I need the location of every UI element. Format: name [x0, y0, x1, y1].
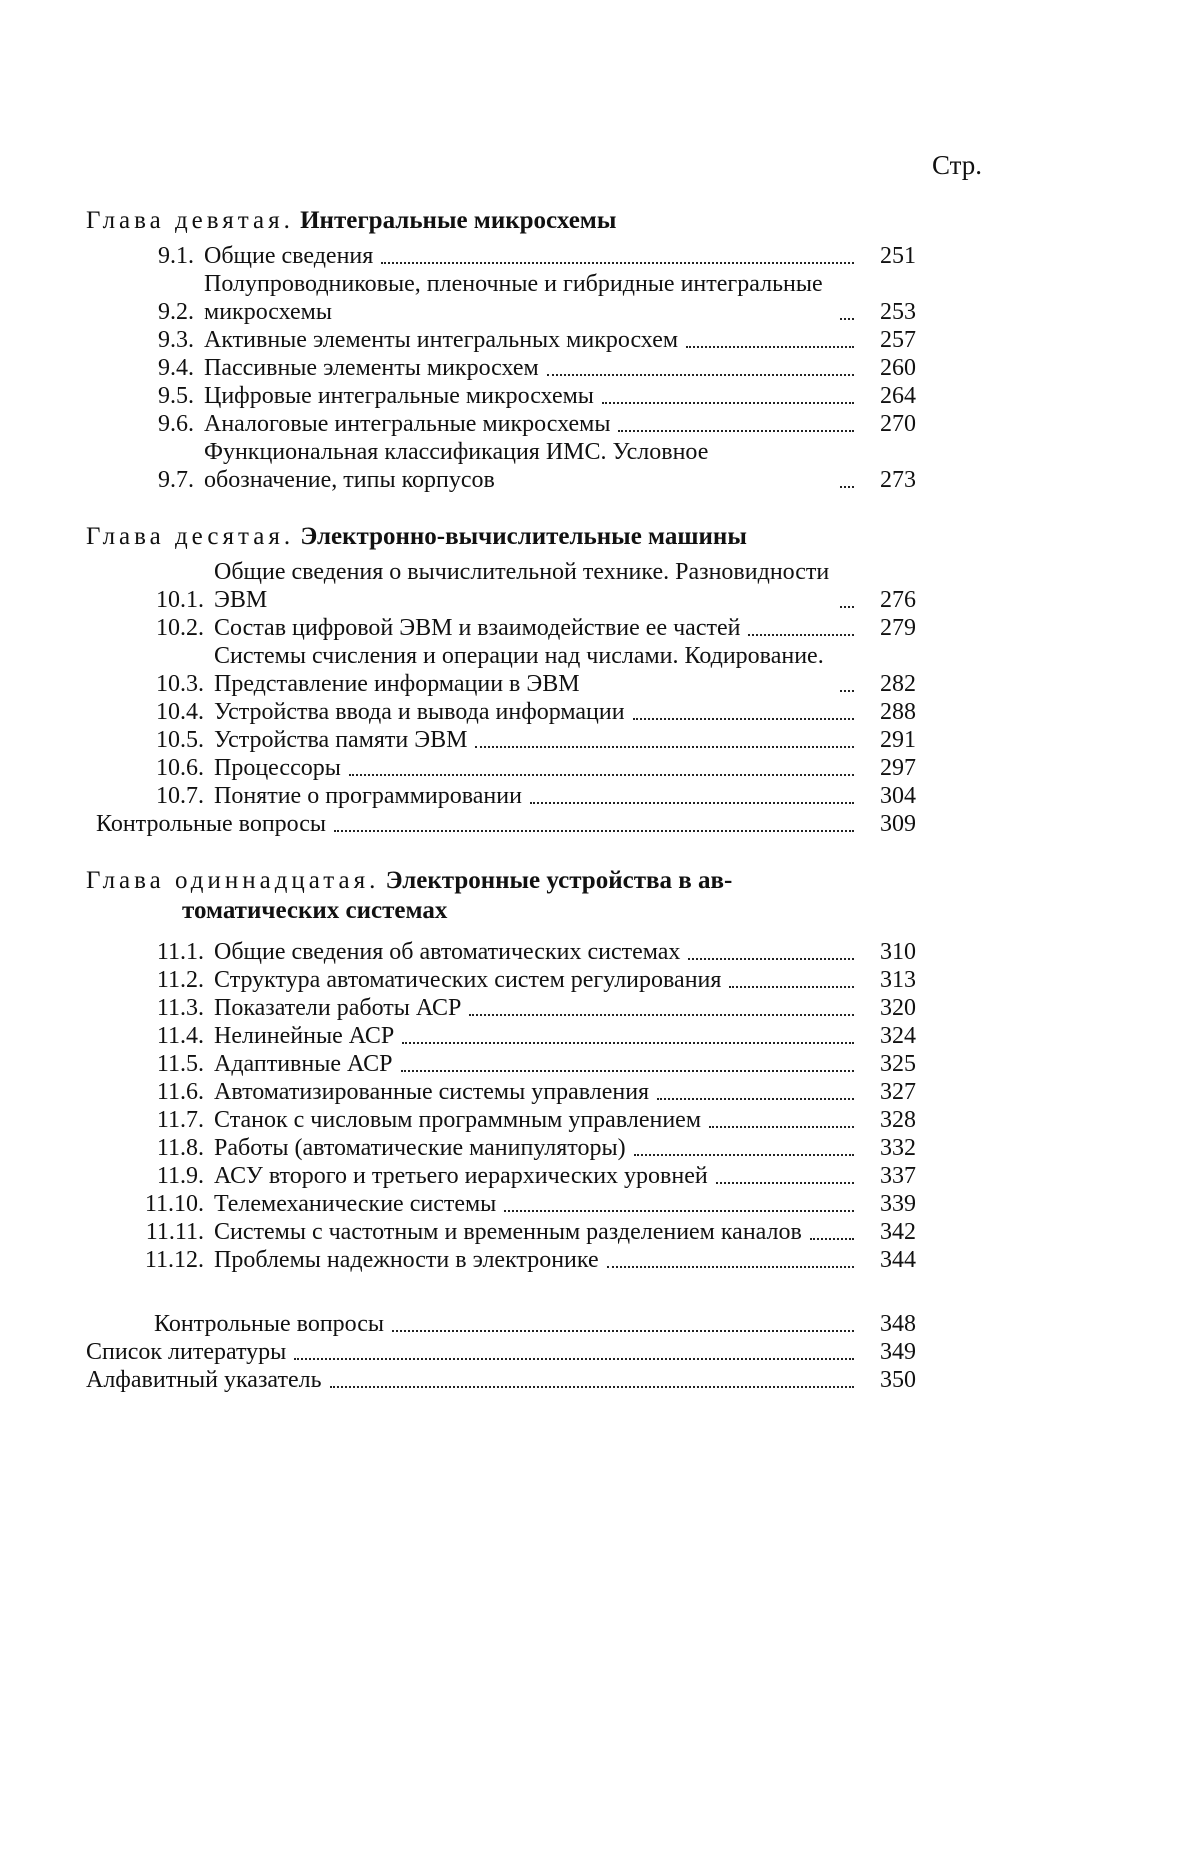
entry-body	[214, 726, 862, 754]
entry-body	[204, 326, 862, 354]
toc-entry[interactable]	[86, 1134, 916, 1162]
chapter-prefix: Глава десятая.	[86, 523, 295, 550]
toc-entry[interactable]	[86, 1162, 916, 1190]
entry-page: 264	[880, 383, 916, 409]
entry-title: Нелинейные АСР	[214, 1023, 395, 1049]
entry-number: 9.7.	[158, 467, 194, 493]
dot-leader	[840, 318, 854, 320]
entry-body	[214, 1078, 862, 1106]
entry-page: 297	[880, 755, 916, 781]
dot-leader	[504, 1210, 854, 1212]
page-column-header: Стр.	[932, 150, 983, 180]
entry-body	[214, 642, 862, 698]
toc-entry[interactable]	[86, 354, 916, 382]
dot-leader	[469, 1014, 854, 1016]
toc-entry[interactable]	[86, 1218, 916, 1246]
entry-page: 291	[880, 727, 916, 753]
dot-leader	[633, 718, 854, 720]
entry-title: Устройства ввода и вывода информации	[214, 699, 625, 725]
entry-body	[214, 1246, 862, 1274]
dot-leader	[657, 1098, 854, 1100]
entry-body	[214, 614, 862, 642]
toc-entry-index[interactable]	[86, 1366, 916, 1394]
entry-page: 257	[880, 327, 916, 353]
entry-body	[86, 1338, 862, 1366]
dot-leader	[634, 1154, 854, 1156]
dot-leader	[349, 774, 854, 776]
entry-title: Список литературы	[86, 1339, 287, 1365]
dot-leader	[330, 1386, 854, 1388]
entry-body	[214, 1162, 862, 1190]
entry-body	[204, 242, 862, 270]
entry-number: 10.1.	[156, 587, 204, 613]
entry-number: 9.3.	[158, 327, 194, 353]
dot-leader	[334, 830, 854, 832]
entry-page: 324	[880, 1023, 916, 1049]
entry-title: Функциональная классификация ИМС. Условное обозначение, типы корпусов	[204, 439, 709, 493]
toc-entry[interactable]	[86, 1190, 916, 1218]
dot-leader	[547, 374, 854, 376]
dot-leader	[402, 1042, 854, 1044]
entry-number: 10.5.	[156, 727, 204, 753]
entry-page: 342	[880, 1219, 916, 1245]
entry-body	[214, 1022, 862, 1050]
entry-number: 9.5.	[158, 383, 194, 409]
entry-title: Общие сведения о вычислительной технике. Разновидности ЭВМ	[214, 559, 830, 613]
toc-entry[interactable]	[86, 1106, 916, 1134]
entry-number: 11.2.	[156, 967, 204, 993]
dot-leader	[602, 402, 854, 404]
entry-title: Телемеханические системы	[214, 1191, 497, 1217]
toc-entry[interactable]	[86, 994, 916, 1022]
entry-body	[214, 938, 862, 966]
entry-title: Системы счисления и операции над числами. Кодирование. Представление информации в ЭВМ	[214, 643, 824, 697]
entry-page: 348	[880, 1311, 916, 1337]
entry-title: Контрольные вопросы	[96, 811, 327, 837]
entry-page: 310	[880, 939, 916, 965]
chapter-prefix: Глава одиннадцатая.	[86, 867, 380, 894]
dot-leader	[686, 346, 854, 348]
entry-title: Понятие о программировании	[214, 783, 522, 809]
entry-title: Процессоры	[214, 755, 341, 781]
entry-body	[204, 354, 862, 382]
dot-leader	[709, 1126, 854, 1128]
entry-title: Полупроводниковые, пленочные и гибридные интегральные микросхемы	[204, 271, 823, 325]
toc-entry-review-questions[interactable]	[86, 1310, 916, 1338]
toc-entry[interactable]	[86, 410, 916, 438]
dot-leader	[618, 430, 854, 432]
toc-entry[interactable]	[86, 1022, 916, 1050]
entry-title: Общие сведения об автоматических системах	[214, 939, 681, 965]
entry-body	[214, 966, 862, 994]
entry-body	[86, 1310, 862, 1338]
toc-entry[interactable]	[86, 438, 916, 494]
toc-entry[interactable]	[86, 754, 916, 782]
entry-page: 313	[880, 967, 916, 993]
entry-title: Структура автоматических систем регулирования	[214, 967, 722, 993]
toc-entry[interactable]	[86, 1078, 916, 1106]
entry-page: 320	[880, 995, 916, 1021]
entry-title: Системы с частотным и временным разделением каналов	[214, 1219, 802, 1245]
entry-title: Автоматизированные системы управления	[214, 1079, 650, 1105]
entry-title: Состав цифровой ЭВМ и взаимодействие ее частей	[214, 615, 741, 641]
toc-entry[interactable]	[86, 382, 916, 410]
entry-body	[214, 994, 862, 1022]
entry-number: 11.1.	[156, 939, 204, 965]
entry-page: 270	[880, 411, 916, 437]
entry-body	[96, 810, 862, 838]
back-matter	[86, 1310, 916, 1394]
toc-entry[interactable]	[86, 938, 916, 966]
entry-title: Станок с числовым программным управлением	[214, 1107, 702, 1133]
dot-leader	[688, 958, 854, 960]
chapter-heading	[86, 866, 916, 926]
chapter-title: Интегральные микросхемы	[300, 207, 617, 234]
entry-body	[214, 1218, 862, 1246]
entry-page: 327	[880, 1079, 916, 1105]
toc-entry[interactable]	[86, 558, 916, 614]
entry-title: Контрольные вопросы	[154, 1311, 385, 1337]
toc-entry[interactable]	[86, 642, 916, 698]
entry-number: 11.11.	[145, 1219, 204, 1245]
entry-page: 288	[880, 699, 916, 725]
entry-number: 10.6.	[156, 755, 204, 781]
entry-title: Работы (автоматические манипуляторы)	[214, 1135, 626, 1161]
entry-body	[204, 410, 862, 438]
chapter-heading	[86, 206, 916, 236]
entry-number: 11.7.	[156, 1107, 204, 1133]
entry-page: 309	[880, 811, 916, 837]
entry-body	[204, 438, 862, 494]
chapter-10	[86, 522, 916, 838]
dot-leader	[530, 802, 854, 804]
entry-number: 11.12.	[144, 1247, 204, 1273]
entry-number: 10.2.	[156, 615, 204, 641]
toc-entry[interactable]	[86, 242, 916, 270]
toc-entry[interactable]	[86, 1050, 916, 1078]
entry-body	[214, 1190, 862, 1218]
entry-page: 253	[880, 299, 916, 325]
dot-leader	[810, 1238, 854, 1240]
entry-page: 260	[880, 355, 916, 381]
toc-entry[interactable]	[86, 810, 916, 838]
entry-number: 9.4.	[158, 355, 194, 381]
chapter-11	[86, 866, 916, 1274]
entry-body	[214, 1106, 862, 1134]
entry-title: Общие сведения	[204, 243, 374, 269]
dot-leader	[716, 1182, 854, 1184]
entry-page: 325	[880, 1051, 916, 1077]
toc-entry[interactable]	[86, 614, 916, 642]
chapter-heading	[86, 522, 916, 552]
entry-title: Активные элементы интегральных микросхем	[204, 327, 679, 353]
entry-body	[204, 270, 862, 326]
dot-leader	[392, 1330, 854, 1332]
entry-number: 11.9.	[156, 1163, 204, 1189]
dot-leader	[840, 690, 854, 692]
entry-page: 279	[880, 615, 916, 641]
dot-leader	[607, 1266, 854, 1268]
entry-page: 344	[880, 1247, 916, 1273]
entry-number: 10.4.	[156, 699, 204, 725]
entry-number: 9.6.	[158, 411, 194, 437]
toc-entry-bibliography[interactable]	[86, 1338, 916, 1366]
entry-body	[86, 1366, 862, 1394]
chapter-title-line-1: Электронные устройства в ав-	[385, 867, 733, 894]
toc-entry[interactable]	[86, 726, 916, 754]
entry-number: 11.10.	[144, 1191, 204, 1217]
entry-body	[204, 382, 862, 410]
chapter-prefix: Глава девятая.	[86, 207, 294, 234]
entry-title: Устройства памяти ЭВМ	[214, 727, 468, 753]
entry-number: 11.5.	[156, 1051, 204, 1077]
entry-number: 11.4.	[156, 1023, 204, 1049]
toc-entry[interactable]	[86, 966, 916, 994]
entry-page: 251	[880, 243, 916, 269]
entry-body	[214, 754, 862, 782]
entry-page: 328	[880, 1107, 916, 1133]
dot-leader	[748, 634, 854, 636]
entry-title: Адаптивные АСР	[214, 1051, 393, 1077]
entry-page: 273	[880, 467, 916, 493]
entry-body	[214, 558, 862, 614]
entry-page: 282	[880, 671, 916, 697]
entry-page: 332	[880, 1135, 916, 1161]
entry-page: 337	[880, 1163, 916, 1189]
entry-body	[214, 698, 862, 726]
entry-page: 304	[880, 783, 916, 809]
toc-entry[interactable]	[86, 270, 916, 326]
entry-page: 350	[880, 1367, 916, 1393]
entry-page: 339	[880, 1191, 916, 1217]
chapter-9	[86, 206, 916, 494]
entry-title: АСУ второго и третьего иерархических уровней	[214, 1163, 708, 1189]
toc-entry[interactable]	[86, 326, 916, 354]
entry-body	[214, 1050, 862, 1078]
entry-number: 10.3.	[156, 671, 204, 697]
entry-body	[214, 782, 862, 810]
entry-title: Проблемы надежности в электронике	[214, 1247, 599, 1273]
entry-number: 9.1.	[158, 243, 194, 269]
entry-number: 9.2.	[158, 299, 194, 325]
entry-page: 276	[880, 587, 916, 613]
entry-number: 11.6.	[156, 1079, 204, 1105]
dot-leader	[401, 1070, 855, 1072]
entry-title: Пассивные элементы микросхем	[204, 355, 539, 381]
entry-number: 11.3.	[156, 995, 204, 1021]
dot-leader	[475, 746, 854, 748]
entry-title: Показатели работы АСР	[214, 995, 462, 1021]
entry-body	[214, 1134, 862, 1162]
toc-entry[interactable]	[86, 782, 916, 810]
dot-leader	[381, 262, 854, 264]
chapter-title-line-2: томатических системах	[182, 897, 448, 924]
entry-page: 349	[880, 1339, 916, 1365]
dot-leader	[840, 486, 854, 488]
dot-leader	[840, 606, 854, 608]
entry-number: 11.8.	[156, 1135, 204, 1161]
dot-leader	[729, 986, 854, 988]
toc-entry[interactable]	[86, 1246, 916, 1274]
entry-title: Цифровые интегральные микросхемы	[204, 383, 594, 409]
entry-number: 10.7.	[156, 783, 204, 809]
toc-entry[interactable]	[86, 698, 916, 726]
entry-title: Алфавитный указатель	[86, 1367, 322, 1393]
entry-title: Аналоговые интегральные микросхемы	[204, 411, 611, 437]
chapter-title: Электронно-вычислительные машины	[300, 523, 747, 550]
dot-leader	[294, 1358, 854, 1360]
